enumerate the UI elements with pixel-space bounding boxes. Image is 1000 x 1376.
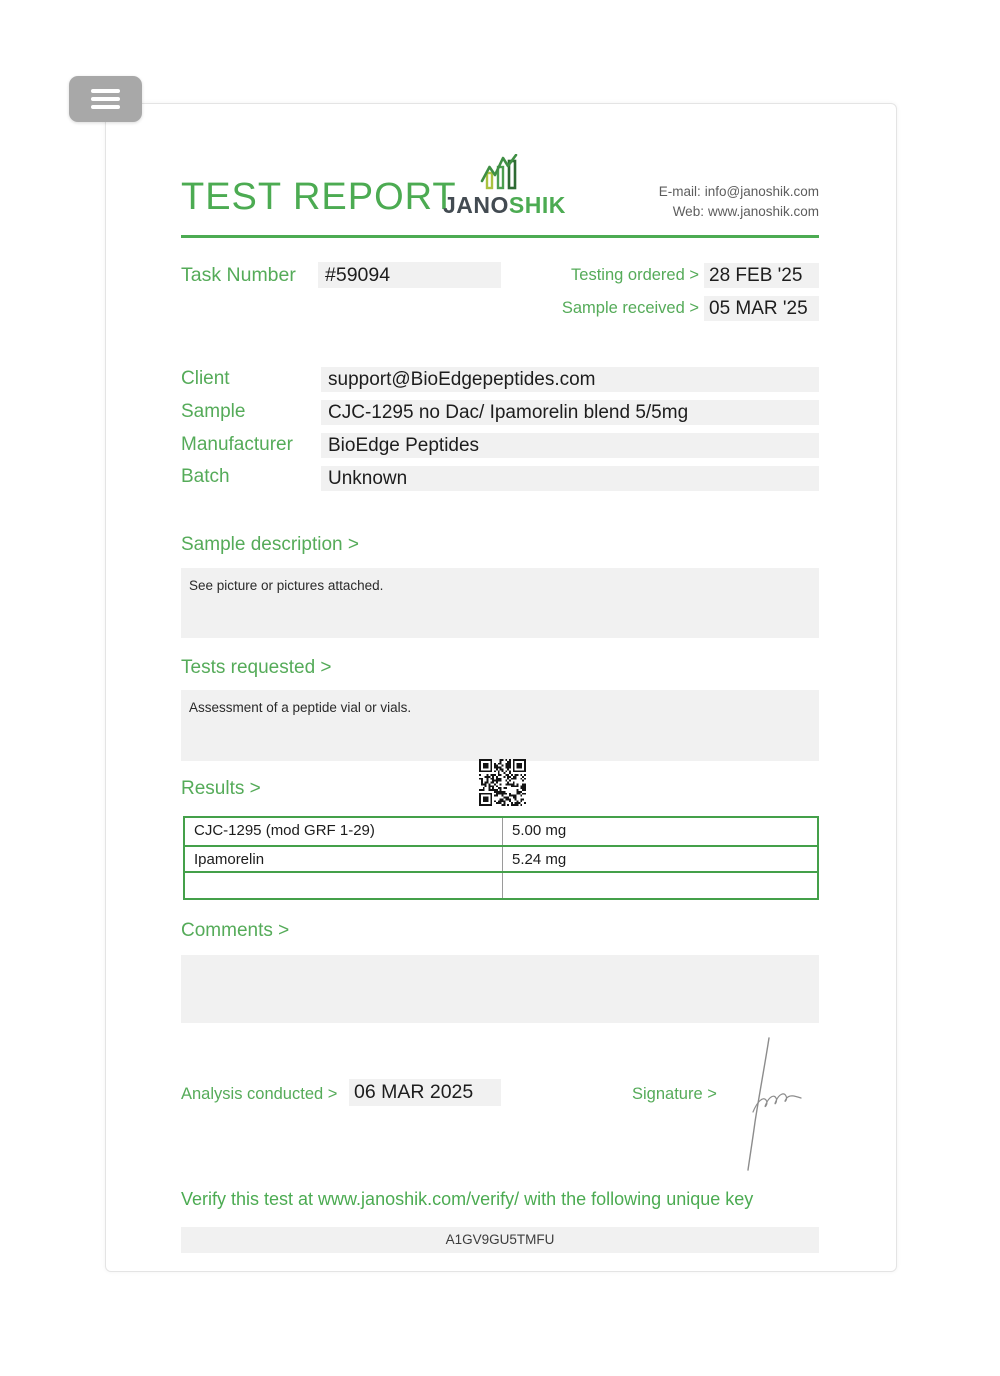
- hamburger-icon: [91, 89, 120, 94]
- sample-label: Sample: [181, 401, 246, 422]
- brand-name-dark: JANO: [443, 192, 509, 218]
- result-substance: CJC-1295 (mod GRF 1-29): [194, 822, 375, 839]
- brand-name-green: SHIK: [508, 192, 566, 218]
- client-label: Client: [181, 368, 230, 389]
- testing-ordered-value: 28 FEB '25: [704, 263, 819, 288]
- sample-received-label: Sample received >: [561, 299, 699, 317]
- email-value: info@janoshik.com: [704, 184, 819, 199]
- table-row: [185, 818, 817, 845]
- analysis-conducted-label: Analysis conducted >: [181, 1085, 338, 1103]
- result-amount: 5.00 mg: [502, 818, 817, 845]
- manufacturer-value: BioEdge Peptides: [321, 433, 819, 458]
- task-number-label: Task Number: [181, 264, 296, 286]
- contact-block: [659, 182, 819, 221]
- document-page: [105, 103, 897, 1272]
- tests-requested-box: Assessment of a peptide vial or vials.: [181, 690, 819, 761]
- sample-description-box: See picture or pictures attached.: [181, 568, 819, 638]
- web-label: Web:: [672, 203, 704, 219]
- table-row: [185, 871, 817, 898]
- comments-box: [181, 955, 819, 1023]
- batch-value: Unknown: [321, 466, 819, 491]
- qr-code: [479, 758, 526, 807]
- signature-label: Signature >: [632, 1085, 717, 1103]
- hamburger-icon: [91, 105, 120, 110]
- web-value: www.janoshik.com: [707, 203, 819, 219]
- task-number-value: #59094: [318, 262, 501, 288]
- sample-received-value: 05 MAR '25: [704, 296, 819, 321]
- chart-growth-icon: [480, 154, 526, 190]
- contact-web-line: [659, 202, 819, 222]
- result-substance: Ipamorelin: [194, 850, 265, 868]
- brand-logo: [443, 154, 566, 219]
- email-label: E-mail:: [658, 184, 701, 199]
- brand-name: [443, 192, 566, 219]
- page-title: TEST REPORT: [181, 176, 457, 218]
- header-divider: [181, 235, 819, 238]
- verify-key: A1GV9GU5TMFU: [181, 1227, 819, 1253]
- signature-image: [739, 1034, 811, 1174]
- results-heading: Results >: [181, 778, 261, 799]
- sample-value: CJC-1295 no Dac/ Ipamorelin blend 5/5mg: [321, 400, 819, 425]
- table-row: [185, 845, 817, 872]
- analysis-conducted-value: 06 MAR 2025: [349, 1079, 501, 1106]
- comments-heading: Comments >: [181, 920, 290, 941]
- batch-label: Batch: [181, 466, 230, 487]
- verify-instruction: Verify this test at www.janoshik.com/verify/ with the following unique key: [181, 1189, 754, 1209]
- testing-ordered-label: Testing ordered >: [571, 266, 699, 284]
- result-substance: [185, 873, 502, 898]
- hamburger-icon: [91, 97, 120, 102]
- contact-email-line: [659, 182, 819, 202]
- tests-requested-heading: Tests requested >: [181, 657, 332, 678]
- result-amount: [502, 873, 817, 898]
- manufacturer-label: Manufacturer: [181, 434, 293, 455]
- client-value: support@BioEdgepeptides.com: [321, 367, 819, 392]
- results-table: [183, 816, 819, 900]
- sample-description-heading: Sample description >: [181, 534, 359, 555]
- result-amount: 5.24 mg: [502, 847, 817, 872]
- menu-button[interactable]: [69, 76, 142, 122]
